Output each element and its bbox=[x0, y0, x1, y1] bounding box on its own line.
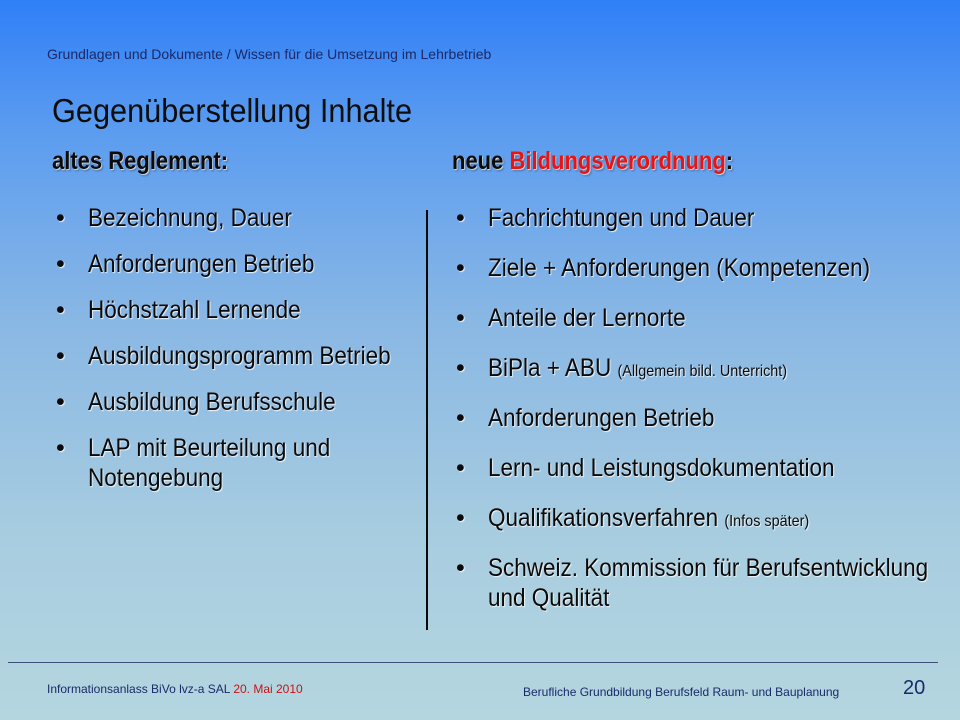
list-item: • Anforderungen Betrieb bbox=[56, 250, 315, 278]
list-item: • Ziele + Anforderungen (Kompetenzen) bbox=[456, 254, 871, 282]
footer-divider bbox=[8, 662, 938, 663]
bullet-icon: • bbox=[456, 254, 465, 282]
list-item: • Bezeichnung, Dauer bbox=[56, 204, 292, 232]
bullet-icon: • bbox=[56, 250, 65, 278]
heading-accent: Bildungsverordnung bbox=[509, 147, 726, 175]
page-number: 20 bbox=[903, 677, 926, 699]
list-item: • BiPla + ABU (Allgemein bild. Unterricht) bbox=[456, 354, 788, 382]
list-item: • LAP mit Beurteilung und Notengebung bbox=[56, 434, 331, 492]
heading-prefix: neue bbox=[452, 147, 510, 175]
bullet-icon: • bbox=[56, 342, 65, 370]
footer-event: Informationsanlass BiVo lvz-a SAL 20. Mai 2010 bbox=[47, 682, 303, 696]
bullet-icon: • bbox=[456, 404, 465, 432]
list-item: • Fachrichtungen und Dauer bbox=[456, 204, 755, 232]
breadcrumb: Grundlagen und Dokumente / Wissen für die Umsetzung im Lehrbetrieb bbox=[47, 46, 492, 62]
bullet-icon: • bbox=[456, 554, 465, 582]
list-item: • Lern- und Leistungsdokumentation bbox=[456, 454, 835, 482]
right-column-heading bbox=[452, 147, 733, 176]
list-item: • Ausbildung Berufsschule bbox=[56, 388, 336, 416]
list-item: • Höchstzahl Lernende bbox=[56, 296, 301, 324]
list-item: • Schweiz. Kommission für Berufsentwicklung und Qualität bbox=[456, 554, 929, 612]
heading-suffix: : bbox=[725, 147, 734, 175]
bullet-icon: • bbox=[56, 204, 65, 232]
right-bullet-list bbox=[452, 203, 932, 633]
bullet-icon: • bbox=[456, 504, 465, 532]
list-item: • Anteile der Lernorte bbox=[456, 304, 686, 332]
footer-program: Berufliche Grundbildung Berufsfeld Raum- und Bauplanung bbox=[523, 685, 840, 699]
left-column-heading: altes Reglement: bbox=[52, 147, 229, 175]
bullet-icon: • bbox=[456, 454, 465, 482]
list-item: • Qualifikationsverfahren (Infos später) bbox=[456, 504, 810, 532]
bullet-icon: • bbox=[456, 204, 465, 232]
bullet-icon: • bbox=[56, 434, 65, 462]
bullet-icon: • bbox=[56, 388, 65, 416]
slide-title: Gegenüberstellung Inhalte bbox=[52, 92, 413, 129]
column-divider bbox=[426, 210, 428, 630]
bullet-icon: • bbox=[456, 354, 465, 382]
left-bullet-list bbox=[52, 203, 412, 509]
bullet-icon: • bbox=[56, 296, 65, 324]
footer-date: 20. Mai 2010 bbox=[233, 682, 303, 696]
list-item: • Ausbildungsprogramm Betrieb bbox=[56, 342, 391, 370]
bullet-icon: • bbox=[456, 304, 465, 332]
list-item: • Anforderungen Betrieb bbox=[456, 404, 715, 432]
